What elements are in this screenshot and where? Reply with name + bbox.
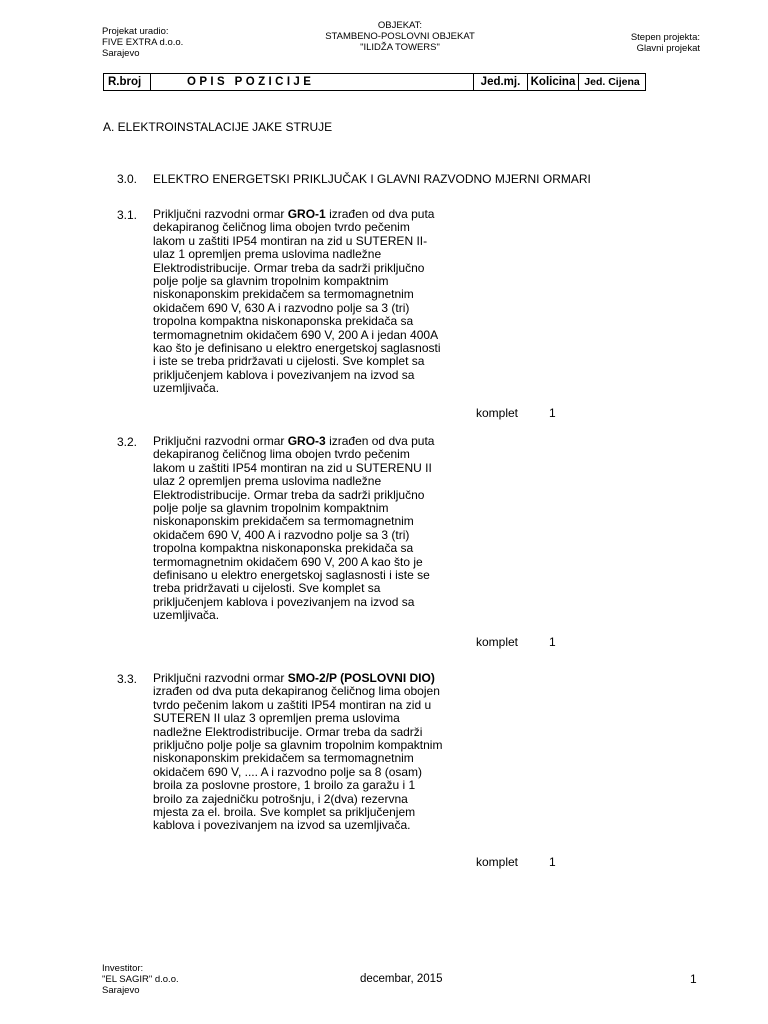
item-desc-line: kao što je definisano u elektro energetskoj saglasnosti (153, 341, 441, 356)
item-desc-line: priključenjem kablova i povezivanjem na izvod sa (153, 367, 415, 382)
item-desc-line: lakom u zaštiti IP54 montiran na zid u SUTEREN II- (153, 233, 428, 248)
item-desc-line: Priključni razvodni ormar GRO-1 izrađen od dva puta (153, 207, 435, 221)
item-desc-line: priključno polje polje sa glavnim tropolnim kompaktnim (153, 738, 443, 753)
footer-date: decembar, 2015 (360, 973, 443, 985)
item-desc-line: broilo za zajedničku potrošnju, i 2(dva) rezervna (153, 791, 408, 806)
item-desc-line: okidačem 690 V, .... A i razvodno polje sa 8 (osam) (153, 764, 423, 779)
page-number: 1 (690, 972, 697, 986)
item-quantity: 1 (549, 406, 556, 420)
header-stage-value: Glavni projekat (636, 43, 700, 54)
item-desc-line: termomagnetnim okidačem 690 V, 200 A i jedan 400A (153, 327, 439, 342)
item-quantity: 1 (549, 855, 556, 869)
item-unit: komplet (476, 635, 519, 649)
item-desc-line: ulaz 2 opremljen prema uslovima nadležne (153, 474, 382, 489)
footer-investor-block (102, 963, 179, 996)
footer-investor-city: Sarajevo (102, 985, 140, 996)
item-unit: komplet (476, 406, 519, 420)
item-desc-line: dekapiranog čeličnog lima obojen tvrdo pečenim (153, 447, 410, 462)
item-desc-line: okidačem 690 V, 400 A i razvodno polje sa 3 (tri) (153, 527, 410, 542)
item-desc-line: SUTEREN II ulaz 3 opremljen prema uslovima (153, 711, 400, 726)
item-code: SMO-2/P (POSLOVNI DIO) (287, 671, 435, 685)
header-object-name: "ILIDŽA TOWERS" (360, 42, 440, 53)
column-kolicina: Kolicina (528, 74, 579, 90)
item-desc-line: termomagnetnim okidačem 690 V, 200 A kao što je (153, 554, 423, 569)
item-desc-line: Elektrodistribucije. Ormar treba da sadrži priključno (153, 487, 425, 502)
column-rbroj: R.broj (104, 74, 151, 90)
item-desc-line: Elektrodistribucije. Ormar treba da sadrži priključno (153, 260, 425, 275)
item-desc-line: niskonaponskim prekidačem sa termomagnetnim (153, 514, 414, 529)
item-desc-line: nadležne Elektrodistribucije. Ormar treba da sadrži (153, 724, 423, 739)
item-number: 3.3. (117, 672, 138, 686)
item-desc-line: uzemljivača. (153, 608, 220, 623)
item-desc-line: broila za poslovne prostore, 1 broilo za garažu i 1 (153, 778, 416, 793)
header-object-block (280, 20, 520, 53)
item-desc-line: treba pridržavati u cijelosti. Sve komplet sa (153, 581, 381, 596)
item-description (153, 208, 488, 396)
subsection-title: ELEKTRO ENERGETSKI PRIKLJUČAK I GLAVNI RAZVODNO MJERNI ORMARI (153, 172, 591, 186)
item-desc-line: tropolna kompaktna niskonaponska prekidača sa (153, 541, 414, 556)
header-author-city: Sarajevo (102, 48, 140, 59)
item-desc-line: okidačem 690 V, 630 A i razvodno polje sa 3 (tri) (153, 300, 410, 315)
header-author-company: FIVE EXTRA d.o.o. (102, 37, 184, 48)
column-opis: OPIS POZICIJE (151, 74, 474, 90)
header-author-label: Projekat uradio: (102, 26, 169, 37)
header-author-block (102, 26, 183, 59)
item-desc-line: polje polje sa glavnim tropolnim kompaktnim (153, 501, 389, 516)
item-number: 3.1. (117, 208, 138, 222)
footer-investor-label: Investitor: (102, 963, 144, 974)
item-desc-line: i iste se treba pridržavati u cijelosti. Sve komplet sa (153, 354, 425, 369)
item-desc-line: definisano u elektro energetskoj saglasnosti i iste se (153, 568, 430, 583)
subsection-number: 3.0. (117, 172, 138, 186)
item-desc-line: lakom u zaštiti IP54 montiran na zid u SUTERENU II (153, 460, 432, 475)
column-cijena: Jed. Cijena (584, 76, 640, 88)
item-desc-line: Priključni razvodni ormar SMO-2/P (POSLOVNI DIO) (153, 671, 435, 685)
item-desc-line: niskonaponskim prekidačem sa termomagnetnim (153, 751, 414, 766)
item-description (153, 435, 488, 623)
column-header-row (103, 73, 646, 91)
footer-investor-company: "EL SAGIR" d.o.o. (102, 974, 179, 985)
item-desc-line: tropolna kompaktna niskonaponska prekidača sa (153, 314, 414, 329)
item-desc-line: Priključni razvodni ormar GRO-3 izrađen od dva puta (153, 434, 435, 448)
item-desc-line: mjesta za el. broila. Sve komplet sa priključenjem (153, 805, 416, 820)
item-unit: komplet (476, 855, 519, 869)
item-desc-line: uzemljivača. (153, 381, 220, 396)
header-object-type: STAMBENO-POSLOVNI OBJEKAT (325, 31, 475, 42)
item-desc-line: niskonaponskim prekidačem sa termomagnetnim (153, 287, 414, 302)
section-title: A. ELEKTROINSTALACIJE JAKE STRUJE (103, 120, 333, 134)
item-description (153, 672, 488, 833)
item-number: 3.2. (117, 435, 138, 449)
item-quantity: 1 (549, 635, 556, 649)
item-desc-line: ulaz 1 opremljen prema uslovima nadležne (153, 247, 382, 262)
header-stage-block (631, 32, 700, 54)
header-object-label: OBJEKAT: (377, 20, 423, 31)
item-desc-line: tvrdo pečenim lakom u zaštiti IP54 montiran na zid u (153, 697, 432, 712)
header-stage-label: Stepen projekta: (630, 32, 700, 43)
item-desc-line: izrađen od dva puta dekapiranog čeličnog lima obojen (153, 684, 440, 699)
column-jedmj: Jed.mj. (474, 74, 528, 90)
item-desc-line: dekapiranog čeličnog lima obojen tvrdo pečenim (153, 220, 410, 235)
item-code: GRO-1 (287, 207, 326, 221)
item-desc-line: priključenjem kablova i povezivanjem na izvod sa (153, 594, 415, 609)
item-desc-line: kablova i povezivanjem na izvod sa uzemljivača. (153, 818, 411, 833)
item-code: GRO-3 (287, 434, 326, 448)
item-desc-line: polje polje sa glavnim tropolnim kompaktnim (153, 274, 389, 289)
